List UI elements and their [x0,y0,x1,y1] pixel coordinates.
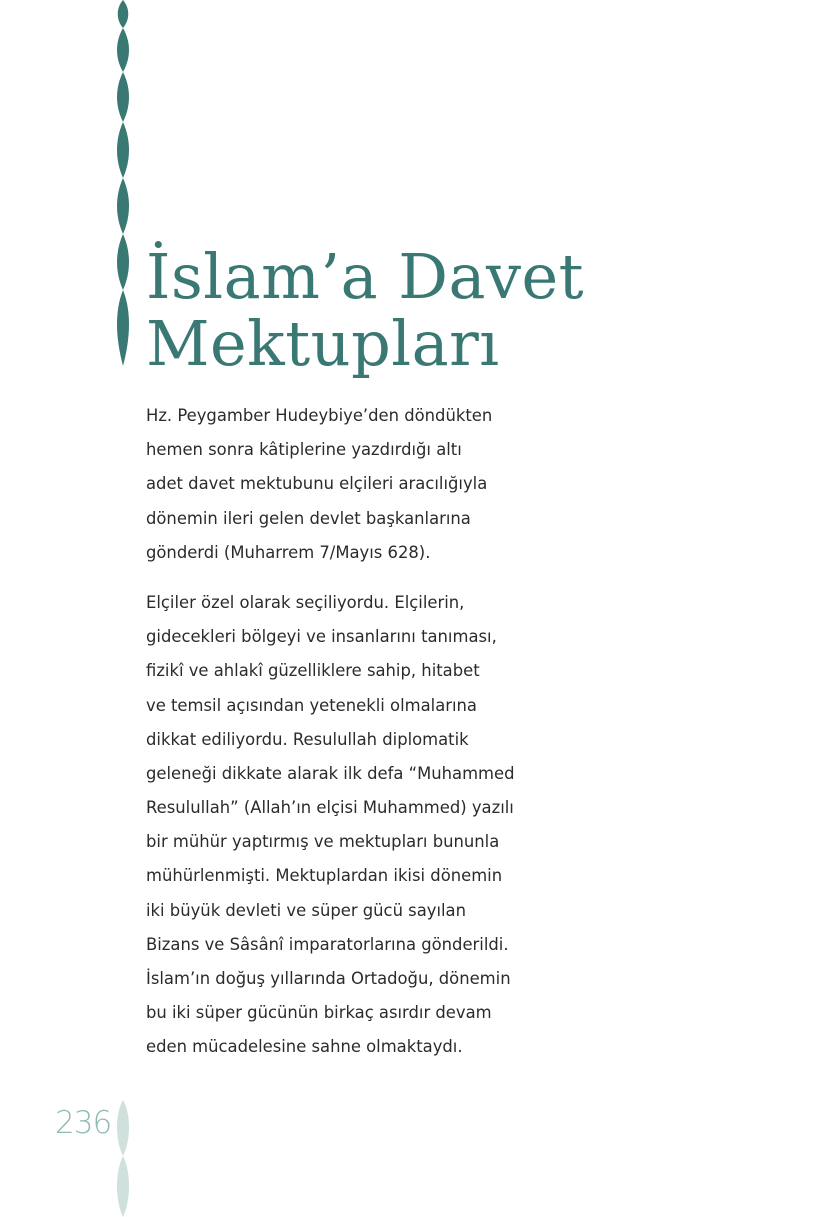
decorative-ribbon-top [114,0,132,370]
text-line: gidecekleri bölgeyi ve insanlarını tanıması, [146,627,497,647]
title-line-2: Mektupları [146,307,500,380]
text-line: eden mücadelesine sahne olmaktaydı. [146,1037,463,1057]
text-line: dönemin ileri gelen devlet başkanlarına [146,508,471,528]
paragraph-1 [146,399,546,570]
page-title [146,240,585,380]
text-line: Elçiler özel olarak seçiliyordu. Elçilerin, [146,592,465,612]
text-line: Resulullah” (Allah’ın elçisi Muhammed) yazılı [146,798,514,818]
decorative-ribbon-bottom [114,1100,132,1217]
text-line: İslam’ın doğuş yıllarında Ortadoğu, dönemin [146,969,511,988]
body-text [146,399,546,1065]
text-line: hemen sonra kâtiplerine yazdırdığı altı [146,440,462,460]
text-line: geleneği dikkate alarak ilk defa “Muhammed [146,763,515,783]
text-line: ve temsil açısından yetenekli olmalarına [146,695,477,715]
title-line-1: İslam’a Davet [146,240,585,313]
text-line: gönderdi (Muharrem 7/Mayıs 628). [146,542,431,562]
paragraph-2 [146,586,546,1065]
text-line: bir mühür yaptırmış ve mektupları bununla [146,832,500,852]
text-line: dikkat ediliyordu. Resulullah diplomatik [146,729,469,749]
text-line: Hz. Peygamber Hudeybiye’den döndükten [146,406,493,425]
text-line: bu iki süper gücünün birkaç asırdır devam [146,1003,492,1023]
text-line: adet davet mektubunu elçileri aracılığıyla [146,474,488,494]
text-line: iki büyük devleti ve süper gücü sayılan [146,900,466,920]
text-line: mühürlenmişti. Mektuplardan ikisi dönemin [146,866,503,886]
text-line: fizikî ve ahlakî güzelliklere sahip, hitabet [146,661,480,681]
page-number: 236 [55,1105,112,1141]
text-line: Bizans ve Sâsânî imparatorlarına gönderildi. [146,934,509,954]
